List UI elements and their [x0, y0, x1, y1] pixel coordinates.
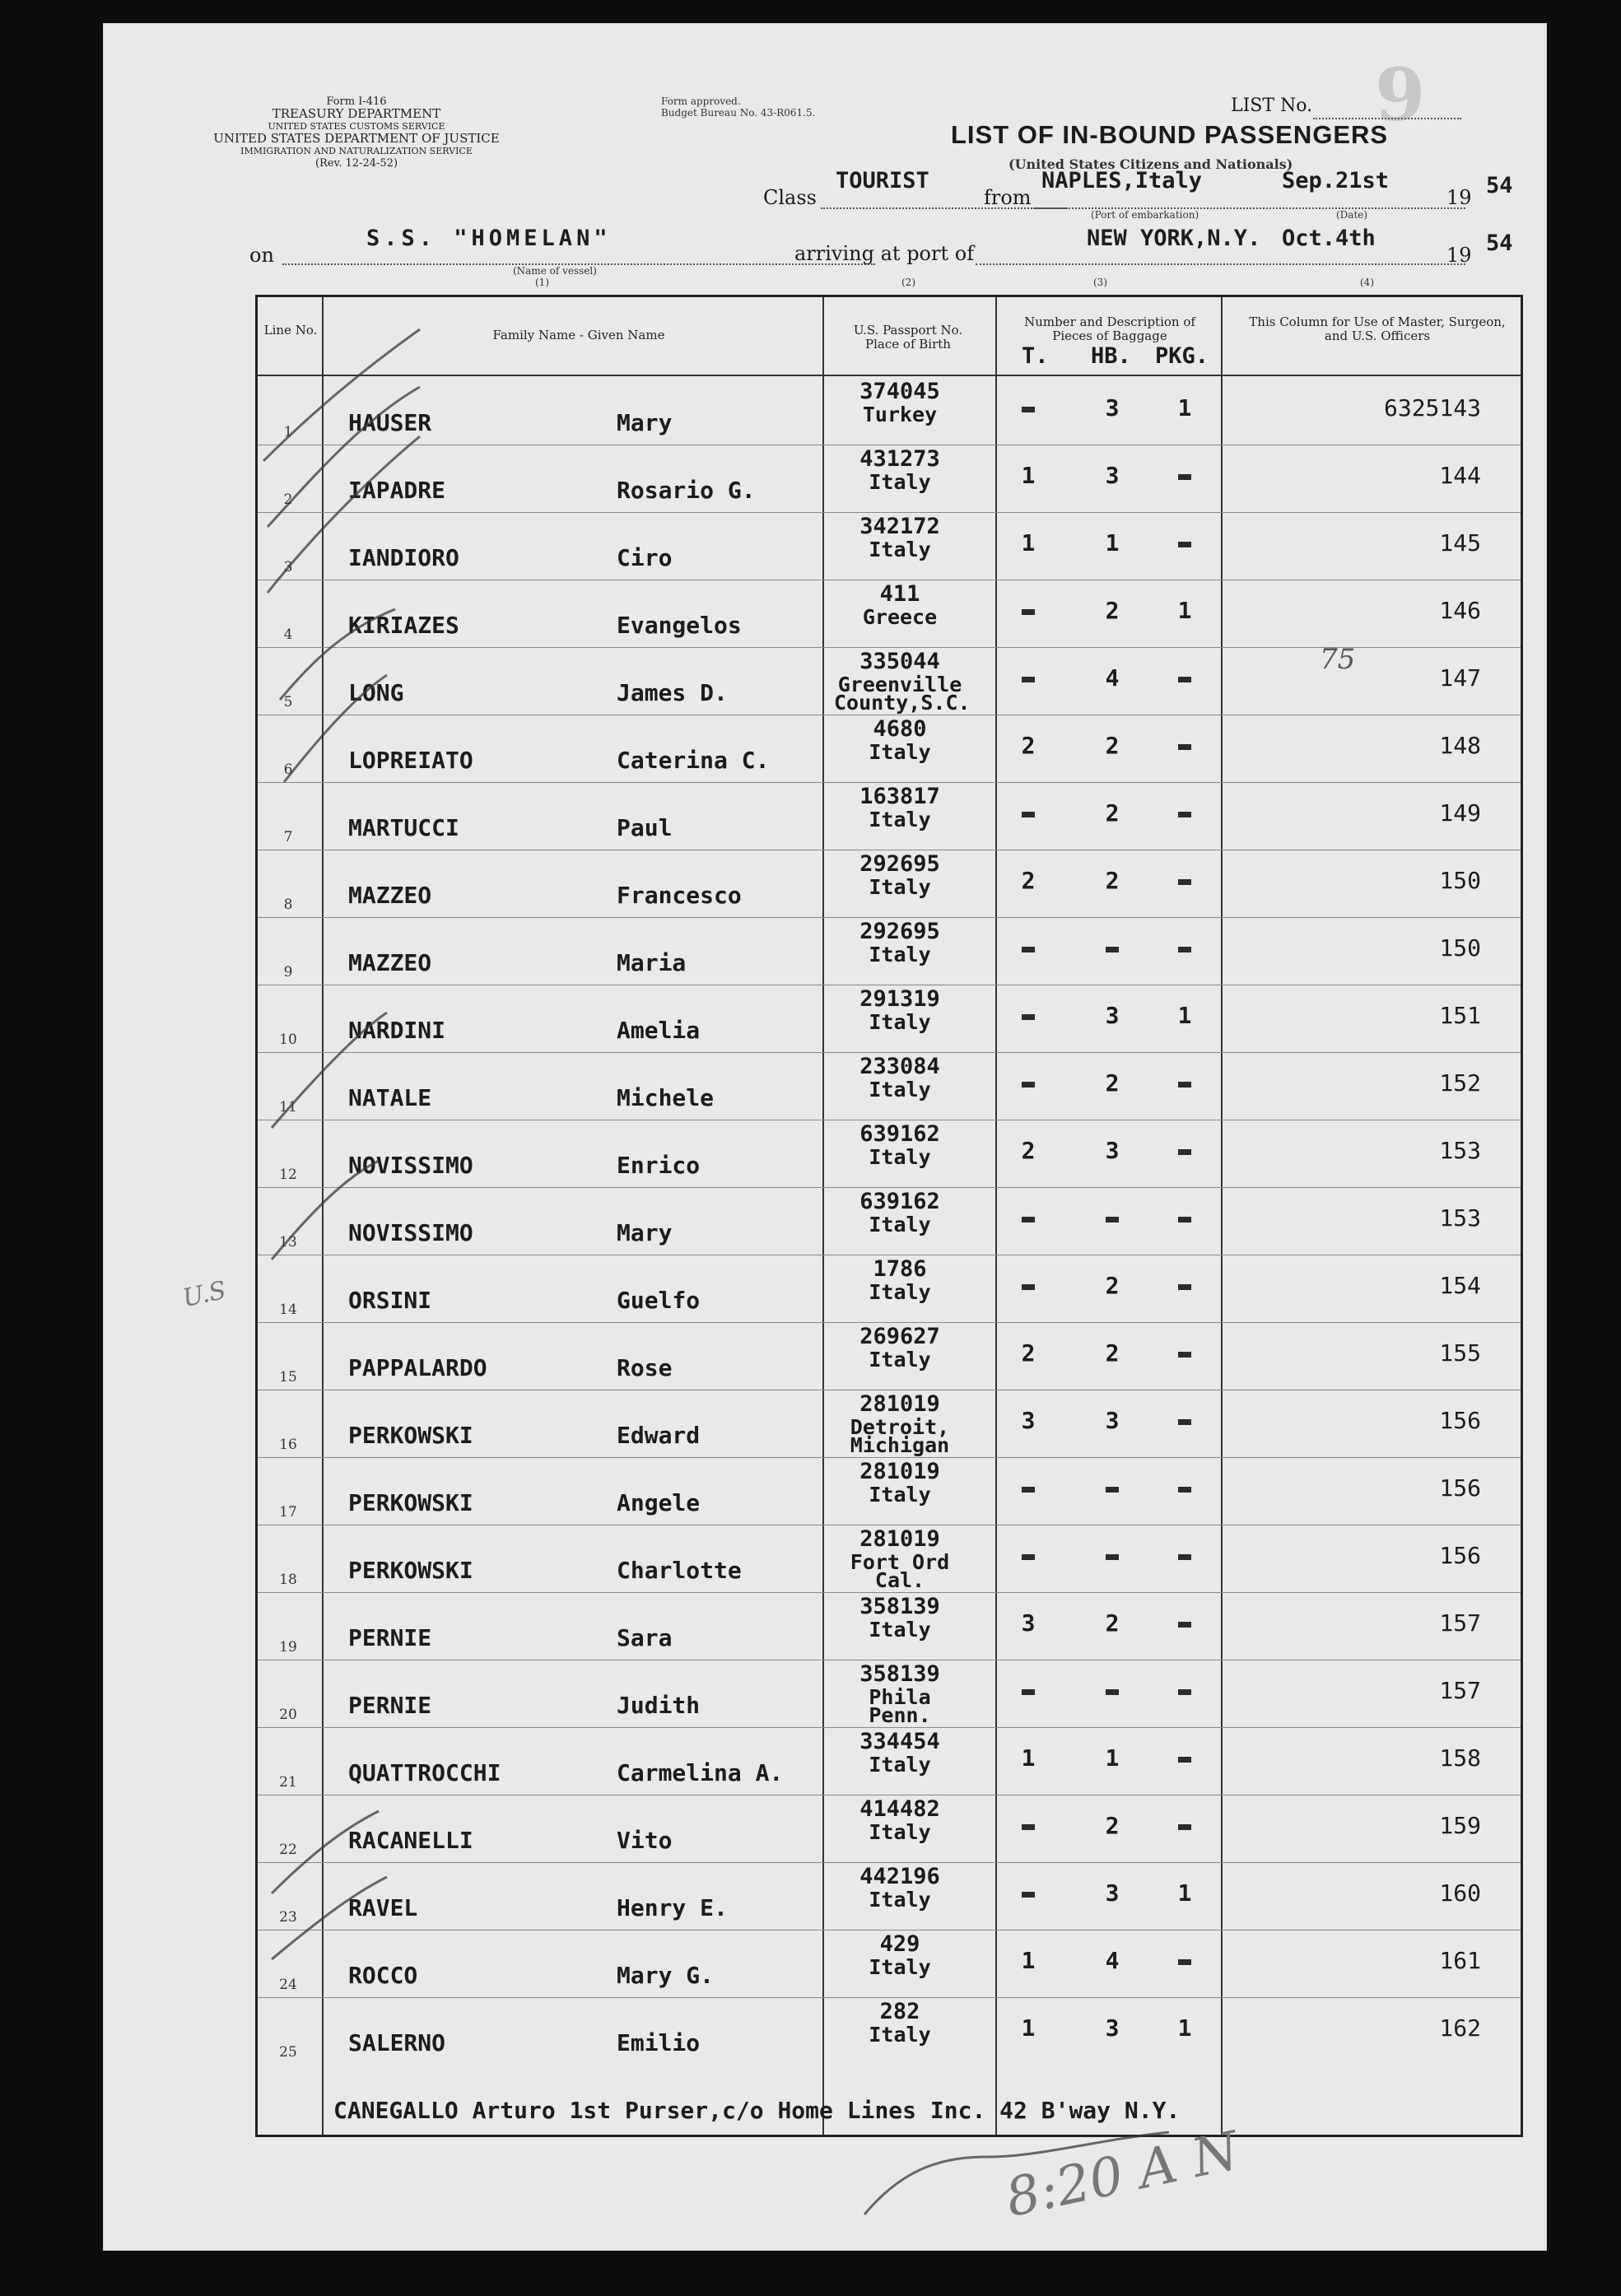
bag-handbags: 2: [1105, 867, 1120, 894]
bag-handbags: 2: [1105, 1339, 1120, 1367]
bag-handbags: 4: [1105, 664, 1120, 692]
family-name: ORSINI: [348, 1287, 432, 1314]
passport-number: 639162: [859, 1189, 940, 1214]
line-number: 1: [283, 424, 293, 440]
page-title: LIST OF IN-BOUND PASSENGERS: [951, 120, 1389, 149]
family-name: LONG: [348, 679, 404, 706]
given-name: Mary: [617, 409, 673, 436]
from-date: Sep.21st: [1282, 168, 1390, 193]
passport-number: 639162: [859, 1121, 940, 1147]
place-of-birth: Italy: [869, 1145, 931, 1169]
officer-column: 160: [1439, 1879, 1481, 1907]
family-name: NATALE: [348, 1084, 432, 1111]
passport-number: 334454: [859, 1729, 940, 1754]
passport-number: 342172: [859, 514, 940, 539]
line-number: 3: [283, 559, 293, 575]
line-number: 24: [279, 1977, 297, 1993]
line-number: 4: [283, 626, 293, 643]
vessel-name: S.S. "HOMELAN": [366, 226, 612, 251]
place-of-birth: Italy: [869, 808, 931, 831]
passport-number: 358139: [859, 1661, 940, 1687]
passport-number: 374045: [859, 379, 940, 404]
passport-number: 431273: [859, 446, 940, 472]
given-name: Rosario G.: [617, 477, 756, 504]
col-marker-3: (3): [1093, 277, 1107, 288]
place-of-birth: Italy: [869, 538, 931, 561]
family-name: MAZZEO: [348, 949, 432, 976]
line-number: 10: [279, 1032, 297, 1048]
officer-column: 149: [1439, 799, 1481, 827]
line-number: 20: [279, 1707, 297, 1723]
officer-column: 162: [1439, 2014, 1481, 2042]
passport-number: 281019: [859, 1391, 940, 1417]
place-of-birth: Italy: [869, 1820, 931, 1844]
passport-number: 4680: [873, 716, 927, 742]
place-of-birth: Italy: [869, 1483, 931, 1507]
line-number: 11: [279, 1099, 297, 1115]
family-name: IAPADRE: [348, 477, 446, 504]
bag-trunks: 1: [1021, 1744, 1036, 1772]
bag-handbags: 2: [1105, 1272, 1120, 1299]
place-of-birth: Phila Penn.: [869, 1685, 931, 1727]
col-header-name: Family Name - Given Name: [492, 328, 665, 342]
passport-number: 233084: [859, 1054, 940, 1079]
passport-number: 281019: [859, 1526, 940, 1552]
bag-handbags: 2: [1105, 597, 1120, 624]
list-no-label: LIST No.: [1231, 95, 1313, 116]
class-label: Class: [763, 186, 817, 209]
line-number: 16: [279, 1437, 297, 1453]
passport-number: 411: [879, 581, 920, 607]
officer-column: 156: [1439, 1474, 1481, 1502]
family-name: ROCCO: [348, 1962, 418, 1989]
given-name: Guelfo: [617, 1287, 701, 1314]
given-name: Emilio: [617, 2029, 701, 2056]
officer-column: 161: [1439, 1947, 1481, 1974]
line-number: 18: [279, 1572, 297, 1588]
given-name: Edward: [617, 1422, 701, 1449]
bag-handbags: 1: [1105, 529, 1120, 557]
col-marker-4: (4): [1360, 277, 1374, 288]
officer-column: 154: [1439, 1272, 1481, 1299]
bag-trunks: 1: [1021, 2014, 1036, 2042]
ins-service: IMMIGRATION AND NATURALIZATION SERVICE: [240, 146, 473, 156]
given-name: Francesco: [617, 882, 742, 909]
place-of-birth: Italy: [869, 1955, 931, 1979]
line-number: 9: [283, 964, 293, 980]
bag-handbags: 2: [1105, 799, 1120, 827]
place-of-birth: Detroit, Michigan: [850, 1415, 950, 1457]
place-of-birth: Italy: [869, 470, 931, 494]
arriving-label: arriving at port of: [794, 242, 975, 265]
line-number: 7: [283, 829, 293, 845]
place-of-birth: Greenville County,S.C.: [834, 673, 971, 715]
family-name: HAUSER: [348, 409, 432, 436]
passport-number: 414482: [859, 1796, 940, 1822]
bag-handbags: 3: [1105, 1002, 1120, 1029]
passport-number: 358139: [859, 1594, 940, 1619]
footer-crew-line: CANEGALLO Arturo 1st Purser,c/o Home Lines Inc. 42 B'way N.Y.: [333, 2097, 1181, 2124]
officer-column: 158: [1439, 1744, 1481, 1772]
officer-column: 159: [1439, 1812, 1481, 1839]
given-name: Charlotte: [617, 1557, 742, 1584]
given-name: Carmelina A.: [617, 1759, 784, 1786]
port-embarkation-caption: (Port of embarkation): [1091, 209, 1199, 221]
family-name: LOPREIATO: [348, 747, 473, 774]
line-number: 14: [279, 1302, 297, 1318]
officer-column: 151: [1439, 1002, 1481, 1029]
passport-number: 282: [879, 1999, 920, 2024]
given-name: Michele: [617, 1084, 715, 1111]
budget-bureau: Budget Bureau No. 43-R061.5.: [661, 107, 816, 119]
bag-handbags: 2: [1105, 1069, 1120, 1097]
officer-column: 6325143: [1383, 394, 1481, 421]
line-number: 5: [283, 694, 293, 710]
bag-handbags: 3: [1105, 2014, 1120, 2042]
officer-column: 156: [1439, 1542, 1481, 1569]
given-name: Henry E.: [617, 1894, 728, 1921]
list-no-value: 9: [1375, 52, 1426, 137]
given-name: Angele: [617, 1489, 701, 1516]
passport-number: 163817: [859, 784, 940, 809]
bag-trunks: 1: [1021, 529, 1036, 557]
bag-handbags: 1: [1105, 1744, 1120, 1772]
given-name: Ciro: [617, 544, 673, 571]
officer-column: 145: [1439, 529, 1481, 557]
given-name: Caterina C.: [617, 747, 770, 774]
passport-number: 291319: [859, 986, 940, 1012]
bag-handbags: 2: [1105, 1812, 1120, 1839]
family-name: NARDINI: [348, 1017, 446, 1044]
place-of-birth: Italy: [869, 1618, 931, 1642]
family-name: SALERNO: [348, 2029, 446, 2056]
given-name: Mary G.: [617, 1962, 715, 1989]
line-number: 13: [279, 1234, 297, 1250]
customs-service: UNITED STATES CUSTOMS SERVICE: [268, 121, 445, 132]
place-of-birth: Italy: [869, 1280, 931, 1304]
arrival-year: 54: [1486, 231, 1513, 256]
bag-handbags: 2: [1105, 1609, 1120, 1637]
given-name: Paul: [617, 814, 673, 841]
bag-handbags: 3: [1105, 1137, 1120, 1164]
col-header-passport: U.S. Passport No. Place of Birth: [853, 323, 963, 352]
officer-column: 157: [1439, 1677, 1481, 1704]
officer-column: 153: [1439, 1204, 1481, 1232]
bag-trunks: 1: [1021, 462, 1036, 489]
passport-number: 442196: [859, 1864, 940, 1889]
revision: (Rev. 12-24-52): [314, 157, 398, 170]
bag-handbags: 3: [1105, 462, 1120, 489]
line-number: 21: [279, 1774, 297, 1791]
on-label: on: [249, 244, 274, 267]
family-name: MAZZEO: [348, 882, 432, 909]
col-header-line: Line No.: [263, 323, 318, 338]
passport-number: 429: [879, 1931, 920, 1957]
family-name: PERKOWSKI: [348, 1489, 473, 1516]
officer-column: 152: [1439, 1069, 1481, 1097]
bag-handbags: 3: [1105, 1879, 1120, 1907]
given-name: Judith: [617, 1692, 701, 1719]
place-of-birth: Italy: [869, 1753, 931, 1777]
from-port: NAPLES,Italy: [1041, 168, 1203, 193]
vessel-caption: (Name of vessel): [513, 265, 597, 277]
officer-note: 75: [1320, 643, 1356, 676]
signature-mark: 8:20 A N: [1000, 2121, 1245, 2229]
family-name: MARTUCCI: [348, 814, 459, 841]
bag-packages: 1: [1177, 597, 1192, 624]
line-number: 23: [279, 1909, 297, 1926]
arrival-port: NEW YORK,N.Y.: [1087, 226, 1261, 251]
passport-number: 292695: [859, 851, 940, 877]
place-of-birth: Italy: [869, 1348, 931, 1372]
bag-handbags: 4: [1105, 1947, 1120, 1974]
bag-trunks: 2: [1021, 732, 1036, 759]
bag-packages: 1: [1177, 1879, 1192, 1907]
col-header-officers: This Column for Use of Master, Surgeon, and U.S. Officers: [1249, 314, 1506, 343]
col-header-baggage: Number and Description of Pieces of Baggage: [1024, 314, 1195, 343]
family-name: RAVEL: [348, 1894, 418, 1921]
from-label: from: [984, 186, 1032, 209]
bag-handbags: 2: [1105, 732, 1120, 759]
place-of-birth: Italy: [869, 1078, 931, 1101]
passport-number: 269627: [859, 1324, 940, 1349]
place-of-birth: Fort Ord Cal.: [850, 1550, 950, 1592]
officer-column: 155: [1439, 1339, 1481, 1367]
col-marker-2: (2): [901, 277, 915, 288]
bag-trunks: 3: [1021, 1609, 1036, 1637]
line-number: 25: [279, 2044, 297, 2061]
family-name: RACANELLI: [348, 1827, 473, 1854]
bag-packages: 1: [1177, 2014, 1192, 2042]
place-of-birth: Italy: [869, 1213, 931, 1236]
family-name: PAPPALARDO: [348, 1354, 487, 1381]
line-number: 2: [283, 491, 293, 508]
family-name: PERNIE: [348, 1692, 432, 1719]
given-name: Rose: [617, 1354, 673, 1381]
form-number: Form I-416: [326, 95, 387, 108]
line-number: 15: [279, 1369, 297, 1386]
given-name: Amelia: [617, 1017, 701, 1044]
arrival-date: Oct.4th: [1282, 226, 1376, 251]
officer-column: 148: [1439, 732, 1481, 759]
bag-packages: 1: [1177, 1002, 1192, 1029]
passport-number: 292695: [859, 919, 940, 944]
bag-trunks: 2: [1021, 1339, 1036, 1367]
officer-column: 147: [1439, 664, 1481, 692]
place-of-birth: Italy: [869, 875, 931, 899]
place-of-birth: Italy: [869, 943, 931, 966]
line-number: 19: [279, 1639, 297, 1656]
col-header-bag-pkg: PKG.: [1155, 343, 1209, 369]
margin-note: U.S: [179, 1275, 229, 1314]
family-name: PERNIE: [348, 1624, 432, 1651]
form-approved-text: Form approved.: [661, 95, 741, 107]
year-value: 54: [1486, 173, 1513, 198]
officer-column: 157: [1439, 1609, 1481, 1637]
place-of-birth: Italy: [869, 740, 931, 764]
year-prefix: 19: [1446, 186, 1472, 209]
bag-trunks: 2: [1021, 867, 1036, 894]
bag-packages: 1: [1177, 394, 1192, 421]
bag-handbags: 3: [1105, 1407, 1120, 1434]
line-number: 17: [279, 1504, 297, 1521]
family-name: QUATTROCCHI: [348, 1759, 501, 1786]
bag-trunks: 2: [1021, 1137, 1036, 1164]
passport-number: 1786: [873, 1256, 927, 1282]
class-value: TOURIST: [836, 168, 929, 193]
family-name: IANDIORO: [348, 544, 459, 571]
line-number: 6: [283, 761, 293, 778]
family-name: PERKOWSKI: [348, 1557, 473, 1584]
date-caption: (Date): [1336, 209, 1368, 221]
family-name: PERKOWSKI: [348, 1422, 473, 1449]
bag-handbags: 3: [1105, 394, 1120, 421]
given-name: Mary: [617, 1219, 673, 1246]
arrival-year-prefix: 19: [1446, 244, 1472, 267]
officer-column: 146: [1439, 597, 1481, 624]
officer-column: 156: [1439, 1407, 1481, 1434]
passport-number: 335044: [859, 649, 940, 674]
place-of-birth: Italy: [869, 2023, 931, 2047]
bag-trunks: 3: [1021, 1407, 1036, 1434]
passport-number: 281019: [859, 1459, 940, 1484]
treasury-dept: TREASURY DEPARTMENT: [272, 106, 441, 121]
officer-column: 150: [1439, 934, 1481, 962]
place-of-birth: Italy: [869, 1010, 931, 1034]
col-header-bag-t: T.: [1022, 343, 1049, 369]
line-number: 22: [279, 1842, 297, 1858]
col-marker-1: (1): [535, 277, 549, 288]
page-subtitle: (United States Citizens and Nationals): [1008, 156, 1293, 172]
family-name: NOVISSIMO: [348, 1152, 473, 1179]
family-name: NOVISSIMO: [348, 1219, 473, 1246]
officer-column: 150: [1439, 867, 1481, 894]
officer-column: 153: [1439, 1137, 1481, 1164]
line-number: 12: [279, 1167, 297, 1183]
place-of-birth: Greece: [862, 605, 938, 629]
given-name: Sara: [617, 1624, 673, 1651]
col-header-bag-hb: HB.: [1091, 343, 1131, 369]
justice-dept: UNITED STATES DEPARTMENT OF JUSTICE: [213, 131, 500, 146]
bag-trunks: 1: [1021, 1947, 1036, 1974]
given-name: Enrico: [617, 1152, 701, 1179]
family-name: KIRIAZES: [348, 612, 459, 639]
given-name: Vito: [617, 1827, 673, 1854]
given-name: Evangelos: [617, 612, 742, 639]
given-name: James D.: [617, 679, 728, 706]
place-of-birth: Turkey: [862, 403, 938, 426]
place-of-birth: Italy: [869, 1888, 931, 1912]
officer-column: 144: [1439, 462, 1481, 489]
given-name: Maria: [617, 949, 687, 976]
line-number: 8: [283, 897, 293, 913]
